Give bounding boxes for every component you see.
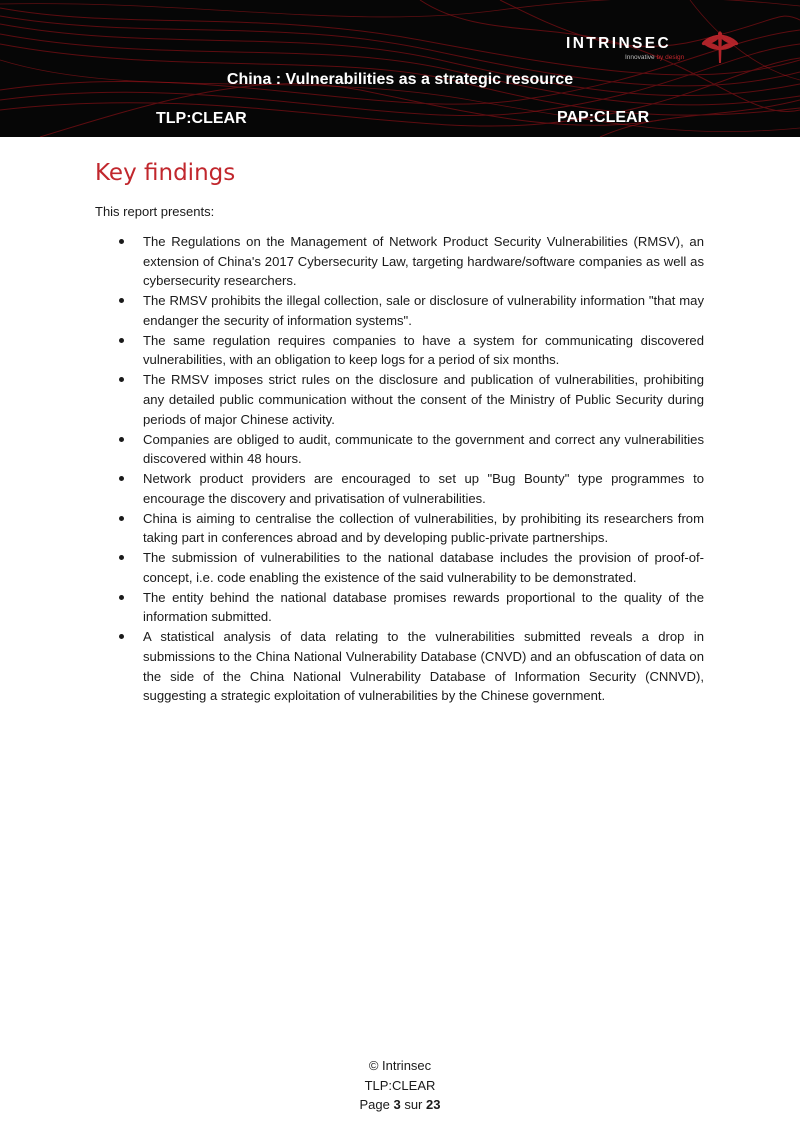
tlp-label: TLP:CLEAR xyxy=(156,110,247,127)
finding-item: The same regulation requires companies to have a system for communicating discovered vulnerabilities, with an obligation to keep logs for a period of six months. xyxy=(143,331,704,370)
page-current: 3 xyxy=(393,1097,401,1112)
logo-wordmark: INTRINSEC xyxy=(566,35,672,52)
intrinsec-logo xyxy=(566,30,741,70)
finding-item: The RMSV prohibits the illegal collection, sale or disclosure of vulnerability information "that may endanger the security of information systems". xyxy=(143,291,704,330)
document-title: China : Vulnerabilities as a strategic resource xyxy=(226,71,574,88)
dragonfly-icon xyxy=(700,27,740,67)
footer-tlp: TLP:CLEAR xyxy=(364,1077,436,1093)
findings-list xyxy=(143,232,704,706)
footer-copyright: © Intrinsec xyxy=(368,1058,432,1073)
finding-item: The Regulations on the Management of Network Product Security Vulnerabilities (RMSV), an extension of China's 2017 Cybersecurity Law, targeting hardware/software companies as well as cybersecurity researchers. xyxy=(143,232,704,291)
logo-tagline xyxy=(625,54,684,61)
finding-item: The submission of vulnerabilities to the national database includes the provision of proof-of-concept, i.e. code enabling the existence of the said vulnerability to be demonstrated. xyxy=(143,548,704,587)
logo-tagline-accent: by design xyxy=(656,54,685,61)
logo-tagline-text: Innovative xyxy=(625,54,657,61)
page-number xyxy=(0,1095,800,1115)
page-footer xyxy=(0,1056,800,1115)
finding-item: A statistical analysis of data relating to the vulnerabilities submitted reveals a drop in submissions to the China National Vulnerability Database (CNVD) and an obfuscation of data on the side of the China National Vulnerability Database of Information Security (CNNVD), suggesting a strategic exploitation of vulnerabilities by the Chinese government. xyxy=(143,627,704,705)
finding-item: The entity behind the national database promises rewards proportional to the quality of the information submitted. xyxy=(143,588,704,627)
finding-item: The RMSV imposes strict rules on the disclosure and publication of vulnerabilities, prohibiting any detailed public communication without the consent of the Ministry of Public Security during periods of major Chinese activity. xyxy=(143,370,704,429)
section-heading: Key findings xyxy=(95,160,236,186)
page-total: 23 xyxy=(426,1097,441,1112)
finding-item: Companies are obliged to audit, communicate to the government and correct any vulnerabilities discovered within 48 hours. xyxy=(143,430,704,469)
page-prefix: Page xyxy=(359,1097,394,1112)
pap-label: PAP:CLEAR xyxy=(557,109,650,126)
page-mid: sur xyxy=(400,1097,427,1112)
finding-item: China is aiming to centralise the collection of vulnerabilities, by prohibiting its researchers from taking part in conferences abroad and by developing public-private partnerships. xyxy=(143,509,704,548)
intro-text: This report presents: xyxy=(95,204,215,219)
page-header xyxy=(0,0,800,137)
finding-item: Network product providers are encouraged to set up "Bug Bounty" type programmes to encourage the discovery and privatisation of vulnerabilities. xyxy=(143,469,704,508)
